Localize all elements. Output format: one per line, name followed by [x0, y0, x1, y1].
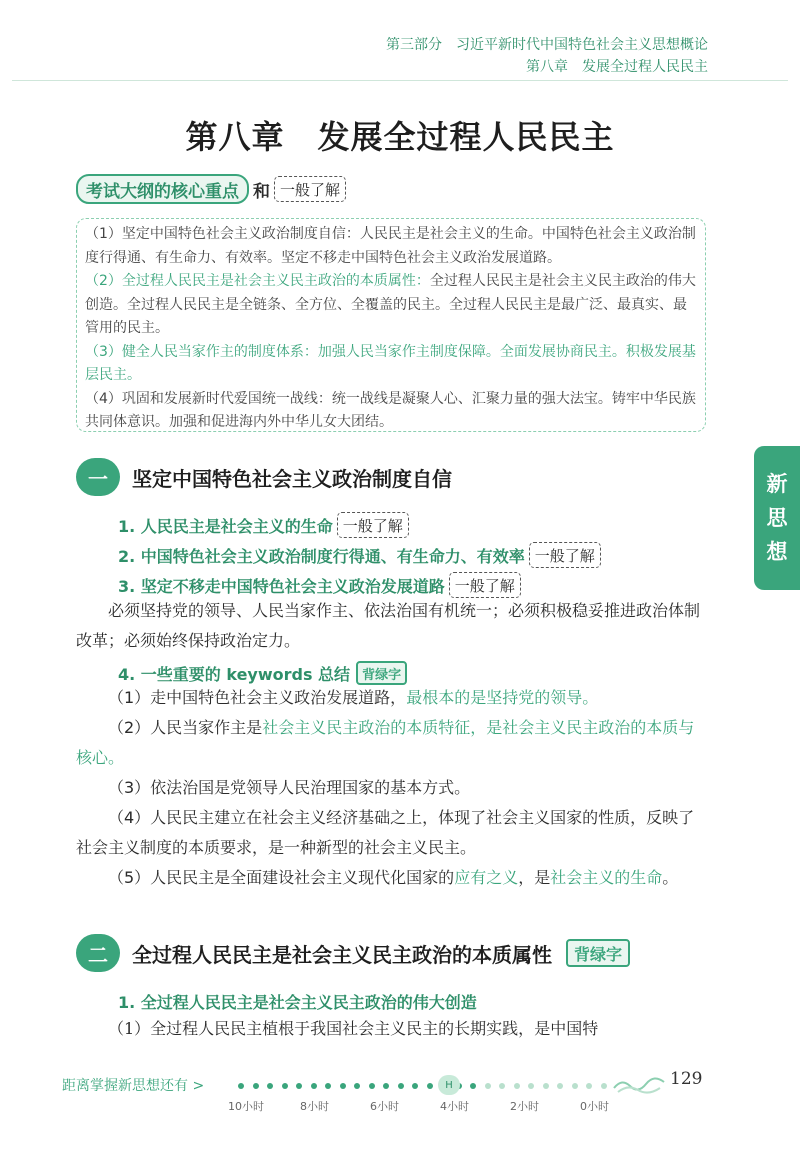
timeline-dot [470, 1083, 476, 1089]
timeline-label: 0小时 [580, 1100, 609, 1113]
paragraph: 必须坚持党的领导、人民当家作主、依法治国有机统一；必须积极稳妥推进政治体制改革；必须始终保持政治定力。 [76, 601, 701, 650]
section-2-paragraph [76, 1014, 706, 1044]
section-1-sub-3-body [76, 596, 706, 656]
outline-box [76, 218, 706, 432]
outline-item [85, 388, 697, 435]
keyword-item [76, 713, 706, 773]
general-understanding-tag: 一般了解 [529, 542, 601, 568]
sub-heading-text: 4. 一些重要的 keywords 总结 [118, 664, 351, 684]
general-understanding-tag: 一般了解 [337, 512, 409, 538]
keyword-text: （1）走中国特色社会主义政治发展道路， [108, 688, 407, 707]
outline-item [85, 223, 697, 270]
keyword-text: （5）人民民主是全面建设社会主义现代化国家的 [108, 868, 455, 887]
section-2-heading [76, 934, 630, 972]
timeline-dot [572, 1083, 578, 1089]
keyword-item [76, 803, 706, 863]
keyword-text: （2）人民当家作主是 [108, 718, 263, 737]
timeline-dot [354, 1083, 360, 1089]
timeline-dot [412, 1083, 418, 1089]
outline-item-body: 加强人民当家作主制度保障。全面发展协商民主。积极发展基层民主。 [85, 343, 696, 383]
timeline-marker: H [438, 1075, 460, 1095]
keyword-text: 。 [662, 868, 679, 887]
section-badge: 一 [76, 458, 120, 496]
outline-item [85, 341, 697, 388]
sub-heading-text: 2. 中国特色社会主义政治制度行得通、有生命力、有效率 [118, 546, 525, 566]
timeline-dot [296, 1083, 302, 1089]
outline-item [85, 270, 697, 341]
outline-item-head: 全过程人民民主是社会主义民主政治的本质属性： [121, 273, 430, 289]
running-header-part: 第三部分 习近平新时代中国特色社会主义思想概论 [386, 37, 708, 53]
timeline-label: 8小时 [300, 1100, 329, 1113]
timeline-label: 10小时 [228, 1100, 264, 1113]
general-understanding-tag: 一般了解 [449, 572, 521, 598]
memorize-green-tag: 背绿字 [356, 661, 407, 685]
keyword-text: ，是 [518, 868, 551, 887]
keyword-highlight: 最根本的是坚持党的领导。 [406, 688, 599, 707]
timeline-dot [514, 1083, 520, 1089]
side-tab-new-thought[interactable] [754, 446, 800, 590]
outline-item-body: 统一战线是凝聚人心、汇聚力量的强大法宝。铸牢中华民族共同体意识。加强和促进海内外中华儿女大团结。 [85, 390, 696, 430]
section-title: 坚定中国特色社会主义政治制度自信 [132, 466, 452, 491]
timeline-dot [543, 1083, 549, 1089]
section-1-sub-1 [118, 512, 409, 538]
keyword-item [76, 773, 706, 803]
section-1-sub-2 [118, 542, 601, 568]
section-1-heading [76, 458, 452, 496]
outline-item-head: 健全人民当家作主的制度体系： [121, 343, 318, 360]
timeline-dot [398, 1083, 404, 1089]
keywords-list [76, 683, 706, 893]
side-tab-char: 想 [766, 540, 788, 564]
section-1-sub-4 [118, 661, 407, 685]
timeline-dot [253, 1083, 259, 1089]
timeline-dot [238, 1083, 244, 1089]
section-title: 全过程人民民主是社会主义民主政治的本质属性 [132, 942, 552, 967]
wave-decoration-icon [612, 1072, 666, 1094]
sub-heading-text: 1. 全过程人民民主是社会主义民主政治的伟大创造 [118, 993, 477, 1012]
outline-item-num: （1） [85, 226, 122, 242]
chapter-title: 第八章 发展全过程人民民主 [185, 118, 615, 156]
keyword-highlight: 社会主义民主政治的本质特征 [262, 718, 471, 737]
core-points-pill: 考试大纲的核心重点 [76, 174, 249, 204]
section-1-sub-3 [118, 572, 521, 598]
progress-timeline [238, 1083, 618, 1089]
outline-item-head: 坚定中国特色社会主义政治制度自信： [121, 226, 360, 242]
outline-item-num: （4） [85, 390, 122, 407]
timeline-dot [499, 1083, 505, 1089]
timeline-label: 2小时 [510, 1100, 539, 1113]
outline-item-body: 人民民主是社会主义的生命。中国特色社会主义政治制度行得通、有生命力、有效率。坚定不移走中国特色社会主义政治发展道路。 [85, 226, 696, 266]
general-understanding-tag: 一般了解 [274, 176, 346, 202]
timeline-dot [369, 1083, 375, 1089]
running-header [386, 34, 708, 78]
timeline-dot [311, 1083, 317, 1089]
timeline-dot [325, 1083, 331, 1089]
section-2-sub-1 [118, 990, 477, 1013]
paragraph [76, 1014, 706, 1044]
timeline-label: 6小时 [370, 1100, 399, 1113]
keyword-highlight: 应有之义 [454, 868, 519, 887]
section-badge: 二 [76, 934, 120, 972]
page-number: 129 [670, 1069, 703, 1089]
sub-heading-text: 1. 人民民主是社会主义的生命 [118, 516, 333, 536]
running-header-chapter: 第八章 发展全过程人民民主 [526, 59, 708, 75]
outline-item-head: 巩固和发展新时代爱国统一战线： [121, 390, 332, 407]
timeline-dot [383, 1083, 389, 1089]
paragraph-text: 是中国特 [534, 1019, 599, 1038]
outline-item-num: （3） [85, 343, 122, 360]
keyword-item [76, 863, 706, 893]
keyword-text: （4）人民民主建立在社会主义经济基础之上，体现了社会主义国家的性质，反映了社会主义制度的本质要求，是一种新型的社会主义民主。 [76, 808, 695, 857]
timeline-dot [267, 1083, 273, 1089]
outline-item-num: （2） [85, 273, 122, 289]
outline-item-body: 全过程人民民主是社会主义民主政治的伟大创造。全过程人民民主是全链条、全方位、全覆盖的民主。全过程人民民主是最广泛、最真实、最管用的民主。 [85, 273, 696, 336]
keyword-text: ，是 [470, 718, 503, 737]
timeline-dot [557, 1083, 563, 1089]
memorize-green-tag: 背绿字 [566, 939, 630, 967]
outline-heading [76, 174, 346, 204]
timeline-dot [528, 1083, 534, 1089]
keyword-text: （3）依法治国是党领导人民治理国家的基本方式。 [108, 778, 471, 797]
timeline-label: 4小时 [440, 1100, 469, 1113]
timeline-dot [485, 1083, 491, 1089]
countdown-label: 距离掌握新思想还有 > [62, 1078, 205, 1094]
side-tab-char: 思 [766, 506, 788, 530]
side-tab-char: 新 [766, 472, 788, 496]
keyword-item [76, 683, 706, 713]
keyword-highlight: 社会主义民主政治的本质与核心。 [76, 718, 695, 767]
sub-heading-text: 3. 坚定不移走中国特色社会主义政治发展道路 [118, 576, 445, 596]
keyword-highlight: 社会主义的生命 [550, 868, 663, 887]
timeline-dot [601, 1083, 607, 1089]
timeline-dot [586, 1083, 592, 1089]
timeline-dot [427, 1083, 433, 1089]
outline-and: 和 [253, 181, 270, 202]
timeline-dot [282, 1083, 288, 1089]
timeline-dot [340, 1083, 346, 1089]
header-rule [12, 80, 788, 81]
paragraph-text: （1）全过程人民民主植根于我国社会主义民主的长期实践， [108, 1019, 535, 1038]
